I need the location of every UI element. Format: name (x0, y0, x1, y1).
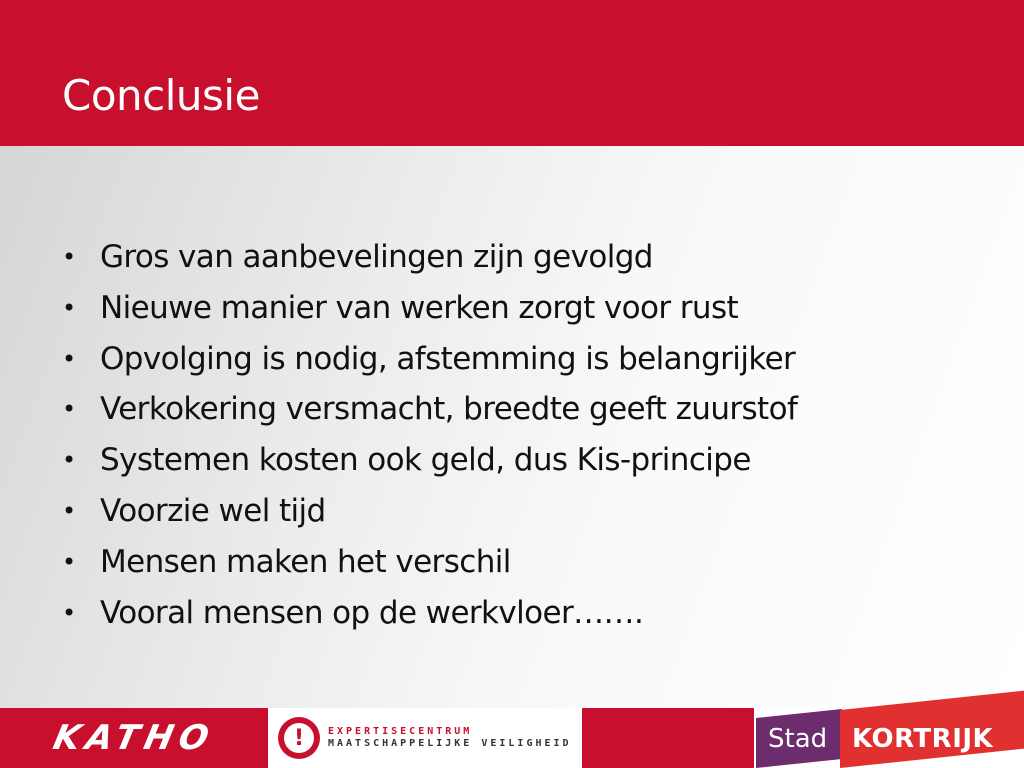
bullet-icon: • (62, 293, 76, 322)
bullet-list (60, 232, 797, 638)
bullet-icon: • (62, 395, 76, 424)
bullet-item: • Systemen kosten ook geld, dus Kis-principe (60, 435, 797, 486)
katho-logo-text: KATHO (49, 718, 219, 758)
expertisecentrum-logo (268, 708, 582, 768)
bullet-item: • Mensen maken het verschil (60, 537, 797, 588)
exclamation-icon: ! (278, 717, 320, 759)
kortrijk-label: KORTRIJK (852, 724, 994, 754)
slide-title: Conclusie (62, 71, 260, 120)
bullet-item: • Voorzie wel tijd (60, 486, 797, 537)
bullet-icon: • (62, 598, 76, 627)
footer-red-divider (582, 708, 754, 768)
bullet-icon: • (62, 243, 76, 271)
bullet-icon: • (62, 496, 76, 525)
expertise-line1: EXPERTISECENTRUM (328, 726, 473, 737)
bullet-item: • Nieuwe manier van werken zorgt voor rust (60, 283, 797, 334)
expertise-line2: MAATSCHAPPELIJKE VEILIGHEID (328, 738, 572, 749)
bullet-item: • Verkokering versmacht, breedte geeft zuurstof (60, 384, 797, 435)
katho-logo (0, 708, 268, 768)
stad-label: Stad (768, 724, 828, 754)
footer-logo-bar (0, 708, 1024, 768)
title-bar (0, 0, 1024, 146)
bullet-item: • Vooral mensen op de werkvloer……. (60, 588, 797, 639)
bullet-icon: • (62, 344, 76, 373)
bullet-icon: • (62, 446, 76, 475)
bullet-item: • Gros van aanbevelingen zijn gevolgd (60, 232, 797, 283)
bullet-icon: • (62, 547, 76, 576)
stad-kortrijk-logo (754, 708, 1024, 768)
bullet-item: • Opvolging is nodig, afstemming is belangrijker (60, 334, 797, 385)
